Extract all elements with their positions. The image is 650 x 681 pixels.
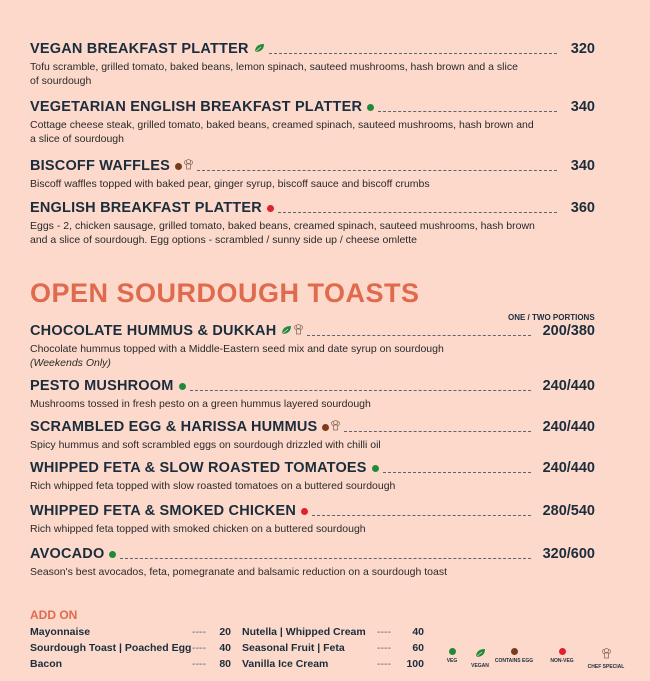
dotted-leader bbox=[278, 212, 557, 213]
item-price: 240/440 bbox=[542, 460, 595, 476]
item-name: VEGAN BREAKFAST PLATTER bbox=[30, 41, 252, 57]
item-description bbox=[30, 565, 550, 579]
item-name: CHOCOLATE HUMMUS & DUKKAH bbox=[30, 323, 279, 339]
vegan-leaf-icon bbox=[254, 41, 265, 57]
nonveg-dot-icon bbox=[301, 508, 308, 515]
menu-item bbox=[30, 419, 595, 452]
chef-hat-icon bbox=[586, 648, 626, 661]
item-name: ENGLISH BREAKFAST PLATTER bbox=[30, 200, 265, 216]
legend-item bbox=[586, 648, 626, 670]
menu-item bbox=[30, 41, 595, 88]
legend-label: CHEF SPECIAL bbox=[587, 664, 625, 670]
item-name: WHIPPED FETA & SLOW ROASTED TOMATOES bbox=[30, 460, 370, 476]
dotted-leader bbox=[312, 515, 531, 516]
description-line: Tofu scramble, grilled tomato, baked beans, lemon spinach, sauteed mushrooms, hash brown and a slice bbox=[30, 61, 518, 73]
menu-item bbox=[30, 503, 595, 536]
item-price: 280/540 bbox=[542, 503, 595, 519]
item-name: BISCOFF WAFFLES bbox=[30, 158, 173, 174]
menu-item bbox=[30, 158, 595, 191]
item-name: WHIPPED FETA & SMOKED CHICKEN bbox=[30, 503, 299, 519]
legend-label: VEGAN bbox=[471, 663, 489, 669]
legend-item bbox=[494, 648, 534, 664]
addon-row bbox=[30, 658, 231, 674]
addon-dash: ---- bbox=[192, 642, 206, 654]
egg-dot-icon bbox=[511, 648, 518, 655]
dotted-leader bbox=[269, 53, 557, 54]
addon-dash: ---- bbox=[192, 658, 206, 670]
vegan-leaf-icon bbox=[281, 323, 292, 339]
item-price: 340 bbox=[570, 99, 595, 115]
addon-price: 80 bbox=[219, 658, 231, 670]
dotted-leader bbox=[197, 170, 557, 171]
item-price: 240/440 bbox=[542, 419, 595, 435]
item-description bbox=[30, 397, 550, 411]
addon-price: 100 bbox=[406, 658, 424, 670]
addon-price: 40 bbox=[219, 642, 231, 654]
menu-item bbox=[30, 546, 595, 579]
addon-name: Sourdough Toast | Poached Egg bbox=[30, 642, 192, 654]
item-description bbox=[30, 177, 550, 191]
legend-label: CONTAINS EGG bbox=[494, 658, 534, 664]
addon-row bbox=[30, 642, 231, 658]
legend-label: NON-VEG bbox=[550, 658, 574, 664]
description-line: Rich whipped feta topped with smoked chicken on a buttered sourdough bbox=[30, 523, 366, 535]
description-line: Eggs - 2, chicken sausage, grilled tomato, baked beans, creamed spinach, sauteed mushrooms, hash brown bbox=[30, 220, 535, 232]
addon-name: Mayonnaise bbox=[30, 626, 91, 638]
addon-row bbox=[30, 626, 231, 642]
addon-name: Vanilla Ice Cream bbox=[242, 658, 329, 670]
menu-item bbox=[30, 460, 595, 493]
item-description bbox=[30, 118, 550, 146]
legend-item bbox=[542, 648, 582, 664]
veg-dot-icon bbox=[367, 104, 374, 111]
menu-item bbox=[30, 378, 595, 411]
chef-hat-icon bbox=[294, 323, 303, 339]
item-price: 320 bbox=[570, 41, 595, 57]
item-price: 320/600 bbox=[542, 546, 595, 562]
chef-hat-icon bbox=[331, 419, 340, 435]
addon-dash: ---- bbox=[192, 626, 206, 638]
dotted-leader bbox=[378, 111, 557, 112]
addon-title: ADD ON bbox=[30, 608, 78, 622]
dotted-leader bbox=[307, 335, 530, 336]
veg-dot-icon bbox=[179, 383, 186, 390]
addon-price: 60 bbox=[412, 642, 424, 654]
description-line: and a slice of sourdough. Egg options - scrambled / sunny side up / cheese omlette bbox=[30, 234, 417, 246]
addon-row bbox=[242, 626, 424, 642]
item-price: 340 bbox=[570, 158, 595, 174]
description-line: Biscoff waffles topped with baked pear, ginger syrup, biscoff sauce and biscoff crumbs bbox=[30, 178, 430, 190]
addon-list-left bbox=[30, 626, 231, 674]
dotted-leader bbox=[383, 472, 531, 473]
description-line: Season's best avocados, feta, pomegranate and balsamic reduction on a sourdough toast bbox=[30, 566, 448, 578]
nonveg-dot-icon bbox=[559, 648, 566, 655]
item-name: SCRAMBLED EGG & HARISSA HUMMUS bbox=[30, 419, 320, 435]
item-price: 240/440 bbox=[542, 378, 595, 394]
legend-label: VEG bbox=[446, 658, 458, 664]
section-title: OPEN SOURDOUGH TOASTS bbox=[30, 278, 420, 308]
menu-item bbox=[30, 200, 595, 247]
addon-name: Seasonal Fruit | Feta bbox=[242, 642, 345, 654]
item-note: (Weekends Only) bbox=[30, 357, 111, 369]
veg-dot-icon bbox=[372, 465, 379, 472]
item-price: 360 bbox=[570, 200, 595, 216]
addon-row bbox=[242, 642, 424, 658]
menu-item bbox=[30, 323, 595, 370]
item-description bbox=[30, 479, 550, 493]
portions-label: ONE / TWO PORTIONS bbox=[508, 313, 595, 322]
item-description bbox=[30, 60, 550, 88]
description-line: of sourdough bbox=[30, 75, 92, 87]
item-description bbox=[30, 438, 550, 452]
addon-dash: ---- bbox=[377, 642, 391, 654]
veg-dot-icon bbox=[449, 648, 456, 655]
chef-hat-icon bbox=[184, 158, 193, 174]
item-price: 200/380 bbox=[542, 323, 595, 339]
addon-dash: ---- bbox=[377, 658, 391, 670]
addon-list-right bbox=[242, 626, 424, 674]
description-line: Rich whipped feta topped with slow roasted tomatoes on a buttered sourdough bbox=[30, 480, 396, 492]
addon-price: 20 bbox=[219, 626, 231, 638]
item-name: PESTO MUSHROOM bbox=[30, 378, 177, 394]
dotted-leader bbox=[120, 558, 530, 559]
veg-dot-icon bbox=[109, 551, 116, 558]
egg-dot-icon bbox=[322, 424, 329, 431]
addon-name: Bacon bbox=[30, 658, 63, 670]
menu-item bbox=[30, 99, 595, 146]
item-name: AVOCADO bbox=[30, 546, 107, 562]
item-name: VEGETARIAN ENGLISH BREAKFAST PLATTER bbox=[30, 99, 365, 115]
description-line: a slice of sourdough bbox=[30, 133, 124, 145]
item-description bbox=[30, 342, 550, 370]
item-description bbox=[30, 522, 550, 536]
addon-name: Nutella | Whipped Cream bbox=[242, 626, 366, 638]
addon-row bbox=[242, 658, 424, 674]
description-line: Cottage cheese steak, grilled tomato, baked beans, creamed spinach, sauteed mushrooms, hash brown and bbox=[30, 119, 534, 131]
dotted-leader bbox=[344, 431, 530, 432]
legend bbox=[438, 648, 638, 670]
description-line: Spicy hummus and soft scrambled eggs on sourdough drizzled with chilli oil bbox=[30, 439, 381, 451]
description-line: Mushrooms tossed in fresh pesto on a green hummus layered sourdough bbox=[30, 398, 371, 410]
dotted-leader bbox=[190, 390, 531, 391]
addon-price: 40 bbox=[412, 626, 424, 638]
item-description bbox=[30, 219, 550, 247]
nonveg-dot-icon bbox=[267, 205, 274, 212]
egg-dot-icon bbox=[175, 163, 182, 170]
description-line: Chocolate hummus topped with a Middle-Eastern seed mix and date syrup on sourdough bbox=[30, 343, 444, 355]
addon-dash: ---- bbox=[377, 626, 391, 638]
